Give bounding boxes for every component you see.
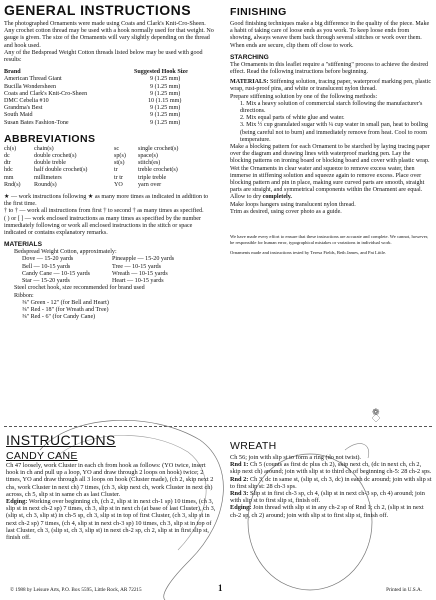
printed-in: Printed in U.S.A.: [386, 587, 422, 593]
abbr-row: YO yarn over: [114, 181, 162, 188]
materials-title: MATERIALS: [4, 241, 42, 249]
ribbon-label: Ribbon:: [14, 292, 34, 299]
steps-list: [230, 101, 432, 144]
brand-table-header: [4, 69, 216, 76]
loops-text: Make loops hangers using translucent nylon thread.: [230, 201, 356, 208]
brand-row: Coats and Clark's Knit-Cro-Sheen 9 (1.25 mm): [4, 90, 181, 97]
wreath-rnd2: Rnd 2: Ch 3, dc in same st, (slip st, ch 3, dc) in each dc around; join with slip st to first slip st: 28 ch-3 sps.: [230, 475, 432, 490]
wreath-rnd3: Rnd 3: Slip st in first ch-3 sp, ch 4, (slip st in next ch-3 sp, ch 4) around; join with slip st to first slip st, finish off.: [230, 490, 425, 505]
candy-cane-column: [6, 432, 218, 541]
note-parentheses: ( ) or [ ] — work enclosed instructions as many times as specified by the number immediately following or work all enclosed instructions in the stitch or space indicated or contains explanatory remarks.: [4, 215, 201, 237]
symbol-notes: [4, 194, 216, 237]
blocking-text: Make a blocking pattern for each Ornament to be starched by laying tracing paper over the diagram and drawing lines with waterproof marking pen. Lay the blocking patterns on ironing board or blocking board and cover with plastic wrap. Wet the Ornaments in clear water and squeeze to remove excess water, then immerse in stiffening solution and squeeze again to remove excess. Place over blocking pattern and pin in place, making sure curved parts are smooth, straight parts are straight, and symmetrical components within the Ornament are equal. Allow to dry completely.: [230, 144, 430, 201]
brand-row: Grandma's Best 9 (1.25 mm): [4, 105, 181, 112]
brand-row: American Thread Giant 9 (1.25 mm): [4, 76, 181, 83]
abbreviations-title: ABBREVIATIONS: [4, 132, 96, 145]
wreath-intro: Ch 56; join with slip st to form a ring (do not twist).: [230, 454, 362, 461]
ribbon-list: [4, 300, 216, 322]
brand-table: [4, 76, 216, 126]
wreath-column: [230, 440, 432, 519]
brand-row: DMC Cebelia #10 10 (1.15 mm): [4, 98, 182, 105]
credits: Ornaments made and instructions tested by Teresa Fields, Beth James, and Pat Little.: [230, 250, 387, 256]
finishing-column: [230, 6, 432, 256]
starching-title: STARCHING: [230, 53, 269, 61]
candy-cane-text: Ch 47 loosely, work Cluster in each ch from hook as follows: (YO twice, insert hook in ch and pull up a loop, YO and draw through 2 loops on hook) twice; 2 times, YO and draw through all 3 loops on hook (Cluster made), (ch 2, skip next 2 chs, work Cluster in next ch) 7 times, (ch 3, skip next ch, work Cluster in next ch) across, ch 5, slip st in same ch as last Cluster.: [6, 462, 214, 498]
step-item: 2. Mix equal parts of white glue and water.: [240, 115, 345, 122]
hook-note: Steel crochet hook, size recommended for brand used: [14, 285, 145, 292]
trim-text: Trim as desired, using cover photo as a guide.: [230, 208, 342, 215]
abbr-row: dtr double treble: [4, 160, 66, 167]
abbr-row: mm millimeters: [4, 174, 62, 181]
footer: [6, 583, 430, 596]
abbreviations-table: [4, 146, 216, 189]
general-intro: The photographed Ornaments were made using Coats and Clark's Knit-Cro-Sheen. Any crochet cotton thread may be used with a hook normally used for that weight. No gauge is given. The size of the Ornaments will vary slightly depending on the thread and hook used.: [4, 21, 214, 49]
abbr-row: tr tr triple treble: [114, 174, 167, 181]
materials-intro: Bedspread Weight Cotton, approximately:: [14, 249, 117, 256]
brand-row: Susan Bates Fashion-Tone 9 (1.25 mm): [4, 119, 181, 126]
material-row: Bell — 10-15 yards Tree — 10-15 yards: [22, 263, 162, 270]
general-intro2: Any of the Bedspread Weight Cotton threads listed below may be used with good results:: [4, 49, 203, 64]
materials-list: [4, 256, 216, 285]
material-row: Candy Cane — 10-15 yards Wreath — 10-15 yards: [22, 270, 168, 277]
page-number: 1: [218, 583, 223, 593]
general-instructions-title: GENERAL INSTRUCTIONS: [4, 2, 192, 18]
prepare-text: Prepare stiffening solution by one of the following methods:: [230, 93, 378, 100]
abbr-row: sp(s) space(s): [114, 153, 158, 160]
note-dagger: † to † — work all instructions from first † to second † as many times as specified.: [4, 208, 204, 215]
brand-row: South Maid 9 (1.25 mm): [4, 112, 181, 119]
abbr-row: tr treble crochet(s): [114, 167, 178, 174]
candy-cane-edging: Edging: Working over beginning ch, (ch 2, slip st in next ch-1 sp) 10 times, (ch 3, slip st in next ch-2 sp) 7 times, ch 3, slip st in next ch (at base of last Cluster), ch 3, (slip st, ch 3, slip st) in ch-5 sp, ch 3, slip st in top of first Cluster, (ch 3, slip st in next ch-2 sp) 7 times, (ch 4, slip st in next ch-3 sp) 10 times, ch 3, slip st in top of last Cluster, ch 3, (slip st, ch 3, slip st) in next ch-2 sp, ch 2, slip st in first slip st, finish off.: [6, 498, 216, 542]
finishing-title: FINISHING: [230, 6, 287, 18]
candy-cane-title: CANDY CANE: [6, 450, 78, 462]
ribbon-item: ⅜" Red - 6" (for Candy Cane): [22, 314, 96, 321]
starching-materials: MATERIALS: Stiffening solution, tracing paper, waterproof marking pen, plastic wrap, rust-proof pins, and white or translucent nylon thread.: [230, 79, 432, 93]
wreath-title: WREATH: [230, 440, 277, 452]
ribbon-item: ⅜" Green - 12" (for Bell and Heart): [22, 299, 109, 306]
step-item: 1. Mix a heavy solution of commercial starch following the manufacturer's directions.: [240, 100, 423, 115]
wreath-rnd1: Rnd 1: Ch 5 (counts as first dc plus ch 2), skip next ch, (dc in next ch, ch 2, skip next ch) around; join with slip st to third ch of beginning ch-5: 28 ch-2 sps.: [230, 461, 432, 476]
abbr-row: ch(s) chain(s): [4, 145, 54, 152]
abbr-row: st(s) stitch(es): [114, 160, 161, 167]
abbr-row: Rnd(s) Round(s): [4, 181, 57, 188]
step-item: 3. Mix ½ cup granulated sugar with ¼ cup water in small pan, heat to boiling (being careful not to burn) and immediately remove from heat. Cool to room temperature.: [240, 122, 429, 143]
disclaimer: We have made every effort to ensure that these instructions are accurate and complete. We cannot, however, be responsible for human error, typographical mistakes or variations in individual work.: [230, 234, 429, 245]
copyright: © 1988 by Leisure Arts, P.O. Box 5595, Little Rock, AR 72215: [10, 587, 142, 593]
note-star: ★ — work instructions following ★ as many more times as indicated in addition to the first time.: [4, 194, 209, 208]
material-row: Star — 15-20 yards Heart — 10-15 yards: [22, 278, 164, 285]
wreath-edging: Edging: Join thread with slip st in any ch-2 sp of Rnd 1; ch 2, (slip st in next ch-2 sp, ch 2) around; join with slip st to first slip st, finish off.: [230, 504, 424, 519]
starching-text: The Ornaments in this leaflet require a "stiffening" process to achieve the desired effect. Read the following instructions before beginning.: [230, 61, 429, 76]
abbr-row: hdc half double crochet(s): [4, 167, 88, 174]
general-instructions-column: [4, 2, 216, 321]
abbr-row: dc double crochet(s): [4, 153, 77, 160]
ribbon-item: ⅜" Red - 18" (for Wreath and Tree): [22, 306, 109, 313]
finishing-intro: Good finishing techniques make a big difference in the quality of the piece. Make a habit of taking care of loose ends as you work. To keep loose ends from showing, always weave them back through several stitches or work over them. When ends are secure, clip them off close to work.: [230, 21, 430, 49]
hook-size-header: Suggested Hook Size: [134, 69, 188, 76]
bow-ornament-icon: ❁: [372, 407, 380, 417]
brand-row: Bucilla Wondersheen 9 (1.25 mm): [4, 83, 181, 90]
instructions-title: INSTRUCTIONS: [6, 432, 116, 448]
brand-header: Brand: [4, 69, 21, 76]
material-row: Dove — 15-20 yards Pineapple — 15-20 yards: [22, 256, 175, 263]
abbr-row: sc single crochet(s): [114, 145, 179, 152]
